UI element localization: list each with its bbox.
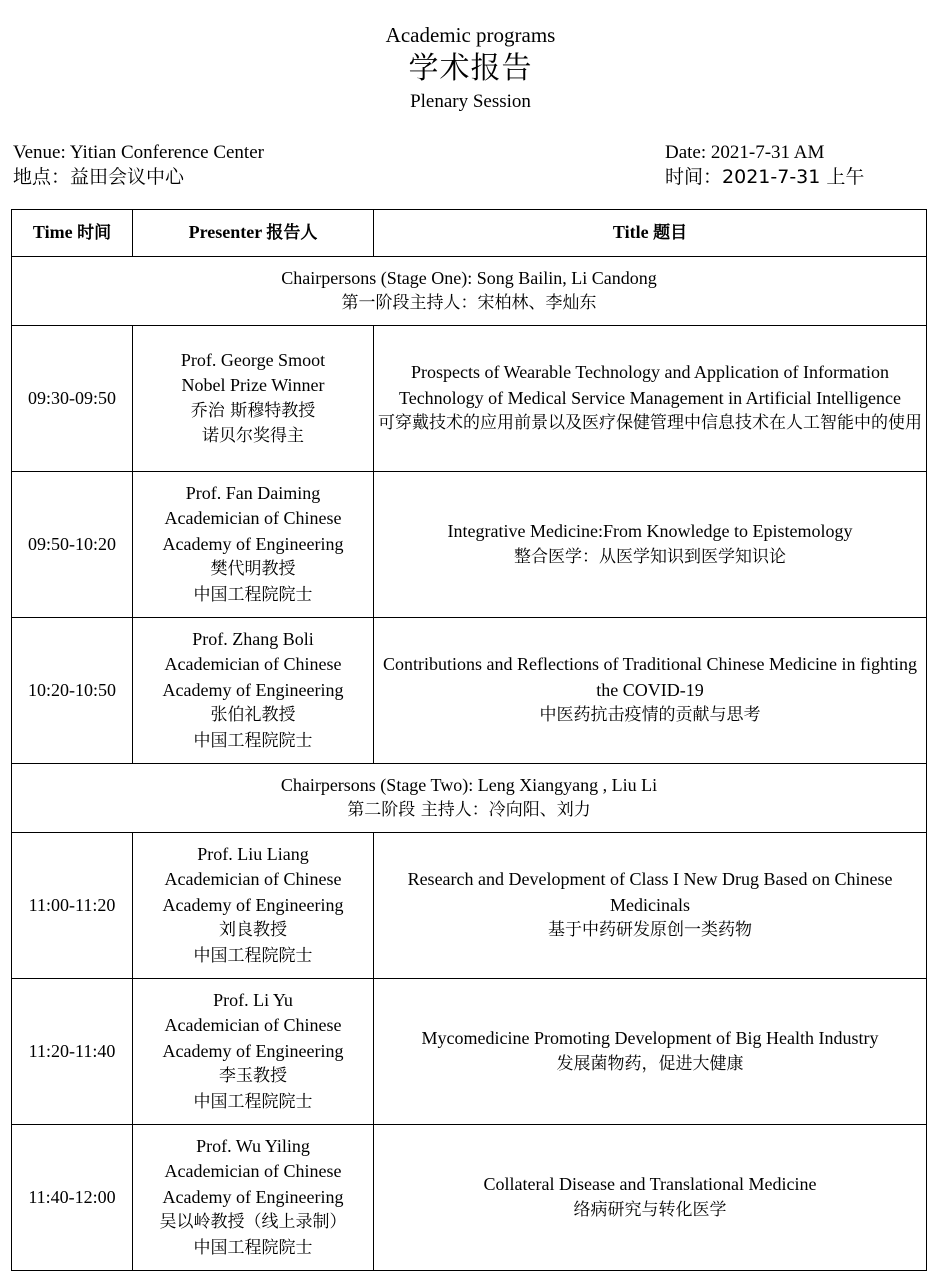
row-time: 11:20-11:40 [12,979,133,1125]
presenter-role-en: Nobel Prize Winner [181,375,325,396]
venue-label-zh: 地点： [13,166,71,188]
row-presenter [133,833,374,979]
header-time [12,210,133,257]
row-title [374,1125,927,1271]
row-time: 10:20-10:50 [12,618,133,764]
presenter-name-en: Prof. Wu Yiling [196,1135,310,1156]
header-presenter [133,210,374,257]
presenter-role-en: Academician of Chinese [164,1161,342,1182]
header-presenter-zh: 报告人 [266,222,318,243]
presenter-role-en-2: Academy of Engineering [162,894,344,915]
date-label-en: Date: [665,142,707,163]
program-title-en: Academic programs [385,23,556,47]
table-row [12,472,927,618]
row-time: 11:40-12:00 [12,1125,133,1271]
date-block [665,140,864,190]
presenter-name-en: Prof. Liu Liang [197,843,309,864]
row-presenter [133,979,374,1125]
talk-title-zh: 发展菌物药，促进大健康 [556,1053,744,1074]
venue-en [13,140,264,165]
presenter-name-zh: 樊代明教授 [210,559,296,580]
talk-title-en: Integrative Medicine:From Knowledge to Epistemology [447,521,853,542]
row-title [374,472,927,618]
presenter-role-en: Academician of Chinese [164,654,342,675]
row-presenter [133,1125,374,1271]
table-row [12,1125,927,1271]
row-presenter [133,326,374,472]
row-title [374,979,927,1125]
talk-title-en: Prospects of Wearable Technology and Application of Information Technology of Medical Service Management in Artificial Intelligence [398,362,902,408]
presenter-role-zh: 诺贝尔奖得主 [202,425,304,446]
table-row [12,833,927,979]
talk-title-en: Mycomedicine Promoting Development of Big Health Industry [421,1028,879,1049]
presenter-role-zh: 中国工程院院士 [193,945,313,966]
stage-one-row [12,257,927,326]
stage-one-zh: 第一阶段主持人：宋柏林、李灿东 [341,293,597,313]
presenter-role-en-2: Academy of Engineering [162,679,344,700]
presenter-name-zh: 张伯礼教授 [210,705,296,726]
header-time-zh: 时间 [77,222,112,243]
stage-one-en: Chairpersons (Stage One): Song Bailin, Li Candong [281,267,657,288]
header-title-en: Title [612,221,649,242]
presenter-name-en: Prof. Fan Daiming [185,482,321,503]
stage-two-row [12,764,927,833]
header-title [374,210,927,257]
venue-label-en: Venue: [13,142,66,163]
venue-value-zh: 益田会议中心 [70,166,185,188]
talk-title-en: Collateral Disease and Translational Medicine [483,1174,817,1195]
stage-two-zh: 第二阶段 主持人：冷向阳、刘力 [347,800,591,820]
talk-title-zh: 基于中药研发原创一类药物 [548,920,752,941]
row-presenter [133,618,374,764]
session-subtitle: Plenary Session [410,91,531,112]
date-value-zh: 2021-7-31 上午 [722,166,865,188]
venue-value-en: Yitian Conference Center [69,142,264,163]
row-title [374,618,927,764]
presenter-name-zh: 刘良教授 [219,920,287,941]
program-title-zh: 学术报告 [408,51,533,86]
header-title-zh: 题目 [653,222,688,243]
date-label-zh: 时间： [665,166,723,188]
presenter-role-en-2: Academy of Engineering [162,533,344,554]
row-title [374,833,927,979]
presenter-role-zh: 中国工程院院士 [193,1237,313,1258]
venue-block [13,140,264,190]
presenter-name-en: Prof. Li Yu [213,989,293,1010]
row-presenter [133,472,374,618]
presenter-role-zh: 中国工程院院士 [193,730,313,751]
talk-title-zh: 中医药抗击疫情的贡献与思考 [539,705,761,726]
presenter-name-zh: 吴以岭教授（线上录制） [159,1212,347,1233]
talk-title-en: Research and Development of Class I New Drug Based on Chinese Medicinals [407,869,893,915]
row-time: 09:30-09:50 [12,326,133,472]
table-row [12,618,927,764]
header-time-en: Time [32,221,73,242]
presenter-role-en-2: Academy of Engineering [162,1040,344,1061]
presenter-role-en: Academician of Chinese [164,508,342,529]
stage-one-cell [12,257,927,326]
schedule-table [11,209,927,1271]
presenter-name-en: Prof. Zhang Boli [192,628,314,649]
presenter-role-en: Academician of Chinese [164,869,342,890]
date-en [665,140,864,165]
table-row [12,326,927,472]
table-header-row [12,210,927,257]
table-row [12,979,927,1125]
row-time: 11:00-11:20 [12,833,133,979]
row-title [374,326,927,472]
talk-title-en: Contributions and Reflections of Traditional Chinese Medicine in fighting the COVID-19 [383,654,917,700]
header-presenter-en: Presenter [188,221,262,242]
presenter-role-en: Academician of Chinese [164,1015,342,1036]
row-time: 09:50-10:20 [12,472,133,618]
presenter-role-en-2: Academy of Engineering [162,1186,344,1207]
venue-zh [13,165,264,190]
presenter-name-zh: 乔治 斯穆特教授 [190,400,316,421]
talk-title-zh: 整合医学：从医学知识到医学知识论 [514,546,786,567]
presenter-role-zh: 中国工程院院士 [193,584,313,605]
presenter-name-zh: 李玉教授 [219,1066,287,1087]
presenter-role-zh: 中国工程院院士 [193,1091,313,1112]
stage-two-cell [12,764,927,833]
talk-title-zh: 可穿戴技术的应用前景以及医疗保健管理中信息技术在人工智能中的使用 [378,413,922,434]
date-value-en: 2021-7-31 AM [710,142,825,163]
talk-title-zh: 络病研究与转化医学 [573,1199,727,1220]
date-zh [665,165,864,190]
presenter-name-en: Prof. George Smoot [180,349,326,370]
stage-two-en: Chairpersons (Stage Two): Leng Xiangyang , Liu Li [280,774,658,795]
